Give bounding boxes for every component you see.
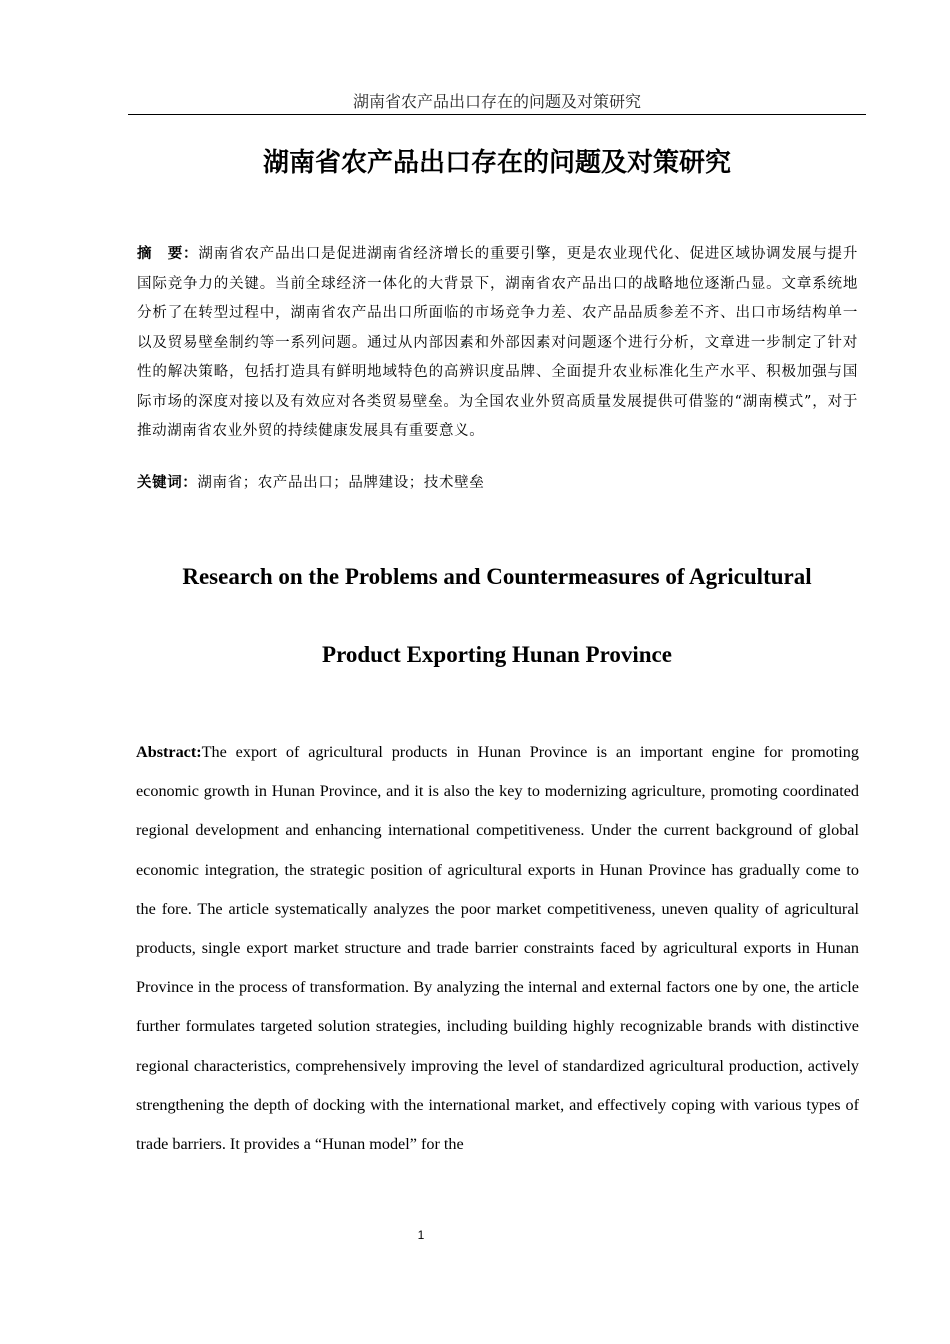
running-header (128, 92, 866, 115)
keywords-zh-label: 关键词： (137, 475, 198, 491)
abstract-zh-label: 摘 要： (137, 246, 199, 262)
abstract-zh (137, 240, 858, 447)
english-title (128, 538, 866, 694)
page-title: 湖南省农产品出口存在的问题及对策研究 (262, 148, 731, 178)
running-header-title: 湖南省农产品出口存在的问题及对策研究 (352, 92, 641, 111)
keywords-zh-text: 湖南省；农产品出口；品牌建设；技术壁垒 (197, 475, 485, 491)
english-title-line-1: Research on the Problems and Countermeasures of Agricultural (182, 564, 812, 589)
english-title-line-2: Product Exporting Hunan Province (322, 642, 672, 667)
abstract-zh-text: 湖南省农产品出口是促进湖南省经济增长的重要引擎，更是农业现代化、促进区域协调发展与提升国际竞争力的关键。当前全球经济一体化的大背景下，湖南省农产品出口的战略地位逐渐凸显。文章系统地分析了在转型过程中，湖南省农产品出口所面临的市场竞争力差、农产品品质参差不齐、出口市场结构单一以及贸易壁垒制约等一系列问题。通过从内部因素和外部因素对问题逐个进行分析，文章进一步制定了针对性的解决策略，包括打造具有鲜明地域特色的高辨识度品牌、全面提升农业标准化生产水平、积极加强与国际市场的深度对接以及有效应对各类贸易壁垒。为全国农业外贸高质量发展提供可借鉴的“湖南模式”，对于推动湖南省农业外贸的持续健康发展具有重要意义。 (137, 246, 859, 439)
abstract-en-text: The export of agricultural products in Hunan Province is an important engine for promoting economic growth in Hunan Province, and it is also the key to modernizing agriculture, promoting coordinated regional development and enhancing international competitiveness. Under the current background of global economic integration, the strategic position of agricultural exports in Hunan Province has gradually come to the fore. The article systematically analyzes the poor market competitiveness, uneven quality of agricultural products, single export market structure and trade barrier constraints faced by agricultural exports in Hunan Province in the process of transformation. By analyzing the internal and external factors one by one, the article further formulates targeted solution strategies, including building highly recognizable brands with distinctive regional characteristics, comprehensively improving the level of standardized agricultural production, actively strengthening the depth of docking with the international market, and effectively coping with various types of trade barriers. It provides a “Hunan model” for the (136, 743, 859, 1154)
abstract-en-label: Abstract: (136, 743, 202, 761)
abstract-en (136, 733, 859, 1164)
keywords-zh (137, 469, 858, 498)
page-number: 1 (417, 1228, 425, 1242)
